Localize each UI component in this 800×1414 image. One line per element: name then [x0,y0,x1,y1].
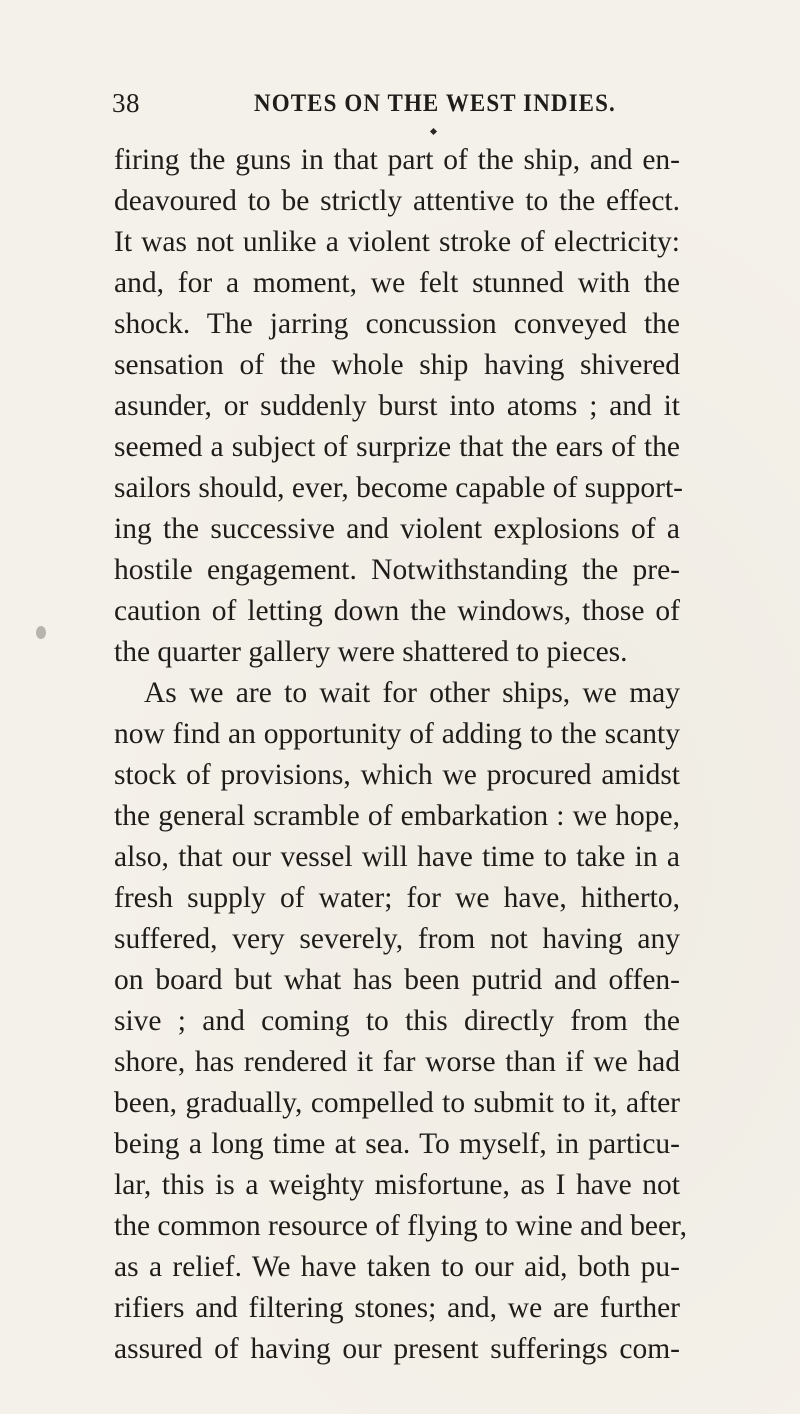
text-line: shore, has rendered it far worse than if we had [114,1046,680,1078]
text-line: It was not unlike a violent stroke of electricity: [114,226,680,258]
text-line: the common resource of flying to wine and beer, [114,1210,688,1242]
ornament-mark [430,128,437,135]
text-line: being a long time at sea. To myself, in particu- [114,1128,680,1160]
paper-speck [36,626,46,639]
text-line: ing the successive and violent explosions of a [114,513,680,545]
running-title: NOTES ON THE WEST INDIES. [254,90,616,117]
text-line: been, gradually, compelled to submit to it, after [114,1087,680,1119]
text-line: and, for a moment, we felt stunned with the [114,267,680,299]
text-line: now find an opportunity of adding to the scanty [114,718,680,750]
page-number: 38 [112,88,140,118]
paragraph-start-line: As we are to wait for other ships, we may [144,677,680,709]
text-line: sensation of the whole ship having shivered [114,349,680,381]
text-line: hostile engagement. Notwithstanding the pre- [114,554,680,586]
text-line: sive ; and coming to this directly from the [114,1005,680,1037]
text-line: on board but what has been putrid and offen- [114,964,680,996]
text-line: deavoured to be strictly attentive to the effect. [114,185,680,217]
text-line: rifiers and filtering stones; and, we are further [114,1292,680,1324]
text-line: asunder, or suddenly burst into atoms ; and it [114,390,680,422]
text-line: lar, this is a weighty misfortune, as I have not [114,1169,680,1201]
text-line: sailors should, ever, become capable of support- [114,472,683,504]
page-header [112,88,672,122]
text-line: also, that our vessel will have time to take in a [114,841,680,873]
text-line: stock of provisions, which we procured amidst [114,759,680,791]
paragraph-end-line: the quarter gallery were shattered to pieces. [114,636,628,668]
text-line: as a relief. We have taken to our aid, both pu- [114,1251,680,1283]
text-line: firing the guns in that part of the ship, and en- [114,144,680,176]
text-line: seemed a subject of surprize that the ears of the [114,431,680,463]
text-line: suffered, very severely, from not having any [114,923,680,955]
text-line: shock. The jarring concussion conveyed the [114,308,680,340]
text-line: the general scramble of embarkation : we hope, [114,800,680,832]
text-line: caution of letting down the windows, those of [114,595,680,627]
text-line: assured of having our present sufferings com- [114,1333,680,1365]
text-line: fresh supply of water; for we have, hitherto, [114,882,680,914]
